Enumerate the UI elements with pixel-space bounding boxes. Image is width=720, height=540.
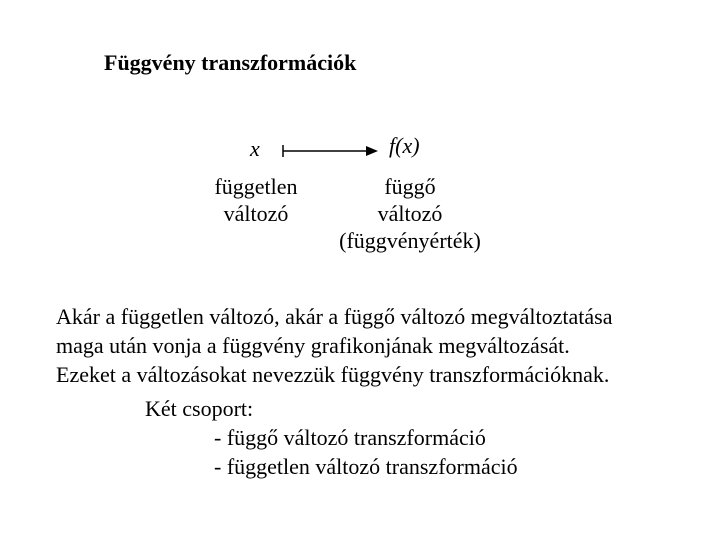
groups-label: Két csoport: bbox=[145, 396, 254, 421]
maps-to-arrow-icon bbox=[280, 141, 380, 161]
paragraph-line: Ezeket a változásokat nevezzük függvény transzformációknak. bbox=[56, 362, 610, 387]
group-item: - független változó transzformáció bbox=[214, 454, 518, 479]
paragraph-line: maga után vonja a függvény grafikonjának megváltozását. bbox=[56, 333, 570, 358]
explanation-paragraph bbox=[56, 302, 613, 389]
dependent-line: változó bbox=[377, 201, 443, 226]
dependent-line: (függvényérték) bbox=[339, 228, 481, 253]
dependent-variable-label bbox=[320, 173, 500, 254]
independent-line: változó bbox=[223, 201, 289, 226]
independent-line: független bbox=[214, 174, 298, 199]
group-item: - függő változó transzformáció bbox=[214, 425, 486, 450]
input-variable: x bbox=[250, 136, 260, 161]
output-variable: f(x) bbox=[389, 133, 420, 158]
dependent-line: függő bbox=[384, 174, 436, 199]
page-title: Függvény transzformációk bbox=[104, 50, 357, 75]
independent-variable-label bbox=[196, 173, 316, 227]
paragraph-line: Akár a független változó, akár a függő változó megváltoztatása bbox=[56, 304, 613, 329]
